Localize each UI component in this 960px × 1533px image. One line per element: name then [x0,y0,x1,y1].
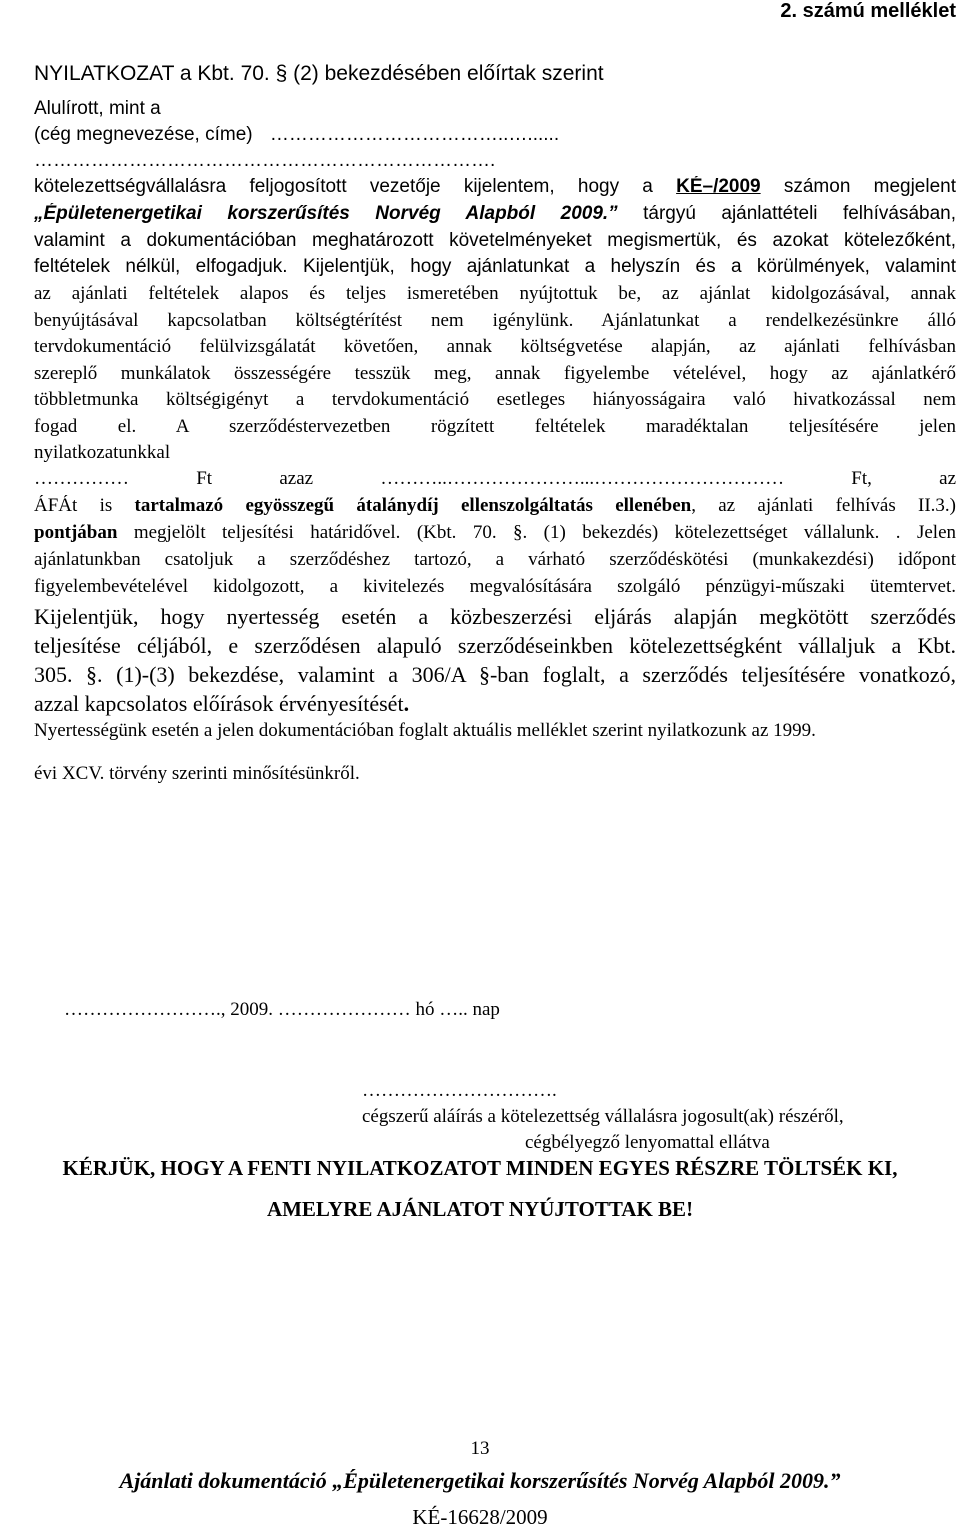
notice-line-1: KÉRJÜK, HOGY A FENTI NYILATKOZATOT MINDEN EGYES RÉSZRE TÖLTSÉK KI, [62,1156,898,1180]
page-number: 13 [470,1438,490,1459]
company-field [34,124,559,146]
body-line: ÁFÁt is tartalmazó egyösszegű átalánydíj ellenszolgáltatás ellenében, az ajánlati felhívás II.3.) [34,495,956,516]
amount-words-dots: ………..…………………...………………………… Ft, az [380,468,956,489]
body-line: feltételek nélkül, elfogadjuk. Kijelentjük, hogy ajánlatunkat a helyszín és a körülmények, valamint [34,256,956,277]
undersigned-text: Alulírott, mint a [34,98,161,119]
body-line: ajánlatunkban csatoljuk a szerződéshez tartozó, a várható szerződéskötési (munkakezdési) időpont [34,549,956,570]
annex-label: 2. számú melléklet [780,0,956,22]
body-line: kötelezettségvállalásra feljogosított vezetője kijelentem, hogy a KÉ–/2009 számon megjelent [34,176,956,197]
body-line: 305. §. (1)-(3) bekezdése, valamint a 306/A §-ban foglalt, a szerződés teljesítésére vonatkozó, [34,662,956,687]
body-line: fogad el. A szerződéstervezetben rögzített feltételek maradéktalan teljesítésére jelen [34,416,956,437]
date-line: ……………………., 2009. ………………… hó ….. nap [64,999,500,1020]
body-line: teljesítése céljából, e szerződésen alapuló szerződéseinkben kötelezettségként vállaljuk a Kbt. [34,633,956,658]
company-label: (cég megnevezése, címe) [34,124,253,145]
footer-reference: KÉ-16628/2009 [412,1505,548,1529]
body-line: évi XCV. törvény szerinti minősítésünkről. [34,763,360,784]
body-line: szereplő munkálatok összességére tesszük meg, annak figyelembe vételével, hogy az ajánlatkérő [34,363,956,384]
amount-line [34,468,956,490]
stamp-caption: cégbélyegző lenyomattal ellátva [525,1132,770,1153]
footer-title: Ajánlati dokumentáció „Épületenergetikai korszerűsítés Norvég Alapból 2009.” [119,1468,841,1493]
body-line: Nyertességünk esetén a jelen dokumentációban foglalt aktuális melléklet szerint nyilatkozunk az 1999. [34,720,816,741]
body-line: nyilatkozatunkkal [34,442,171,463]
company-dots: ………………………………..…...... [269,124,560,145]
body-line: az ajánlati feltételek alapos és teljes ismeretében nyújtottuk be, az ajánlat kidolgozásával, annak [34,283,956,304]
statement-title: NYILATKOZAT a Kbt. 70. § (2) bekezdésében előírtak szerint [34,62,604,85]
dots-line: ………………………………………………………………. [34,150,496,171]
amount-number-dots: …………… Ft azaz [34,468,314,489]
body-line: tervdokumentáció felülvizsgálatát követően, annak költségvetése alapján, az ajánlati felhívásban [34,336,956,357]
signature-caption: cégszerű aláírás a kötelezettség vállalásra jogosult(ak) részéről, [362,1106,844,1127]
body-line: Kijelentjük, hogy nyertesség esetén a közbeszerzési eljárás alapján megkötött szerződés [34,604,956,629]
project-title: „Épületenergetikai korszerűsítés Norvég Alapból 2009.” [34,203,618,224]
body-line: benyújtásával kapcsolatban költségtérítést nem igénylünk. Ajánlatunkat a rendelkezésünkre álló [34,310,956,331]
body-line: többletmunka költségigényt a tervdokumentáció esetleges hiányosságaira való hivatkozással nem [34,389,956,410]
body-line: valamint a dokumentációban meghatározott követelményeket megismertük, és azokat kötelezőként, [34,230,956,251]
body-line: azzal kapcsolatos előírások érvényesítését. [34,691,410,716]
body-line: „Épületenergetikai korszerűsítés Norvég Alapból 2009.” tárgyú ajánlattételi felhívásában, [34,203,956,224]
notice-line-2: AMELYRE AJÁNLATOT NYÚJTOTTAK BE! [266,1197,694,1221]
body-line: pontjában megjelölt teljesítési határidővel. (Kbt. 70. §. (1) bekezdés) kötelezettséget vállalunk. . Jelen [34,522,956,543]
signature-dots: …………………………. [362,1080,557,1101]
body-line: figyelembevételével kidolgozott, a kivitelezés megvalósítására szolgáló pénzügyi-műszaki ütemtervet. [34,576,956,597]
